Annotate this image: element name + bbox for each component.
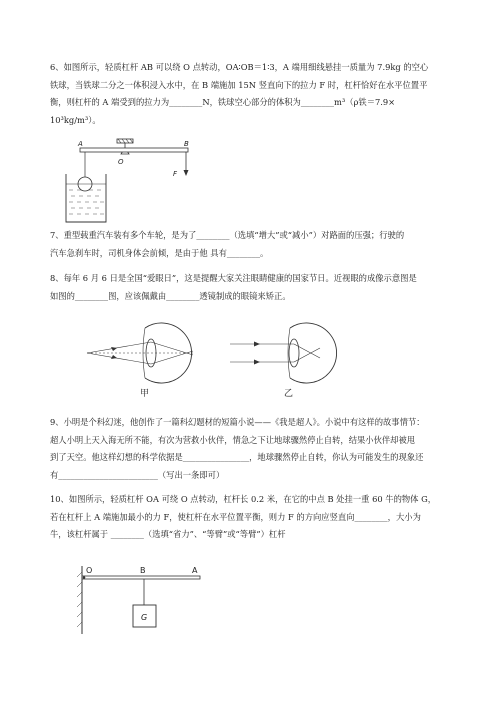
q6-lever-figure: [60, 136, 200, 231]
question-8: [50, 270, 465, 305]
q6-label-o: O: [118, 158, 124, 166]
q9-line-3: 到了天空。他这样幻想的科学依据是________________，地球骤然停止自转，你认为可能发生的现象还: [50, 452, 424, 462]
q8-label-yi: 乙: [284, 389, 294, 398]
q6-label-f: F: [173, 170, 178, 178]
q6-line-2: 铁球，当铁球二分之一体积浸入水中，在 B 端施加 15N 竖直向下的拉力 F 时，杠杆恰好在水平位置平: [50, 79, 428, 90]
q7-line-1: 7、重型载重汽车装有多个车轮，是为了________（选填“增大”或“减小”）对路面的压强；行驶的: [50, 230, 405, 240]
q10-lever-figure: [70, 560, 210, 660]
q6-label-b: B: [184, 140, 189, 148]
q6-line-4: 10³kg/m³）。: [50, 114, 101, 125]
q8-eye-figure-yi: [228, 318, 348, 398]
question-10: [50, 491, 465, 544]
q10-label-o: O: [86, 566, 93, 575]
q6-line-3: 衡，则杠杆的 A 端受到的拉力为________N，铁球空心部分的体积为________m³（ρ铁＝7.9×: [50, 97, 396, 107]
q10-label-g: G: [141, 613, 148, 622]
question-7: [50, 227, 465, 262]
q9-line-1: 9、小明是个科幻迷，他创作了一篇科幻题材的短篇小说——《我是超人》。小说中有这样的故事情节：: [50, 417, 425, 427]
q10-line-3: 牛，该杠杆属于 ________（选填“省力”、“等臂”或“等臂”）杠杆: [50, 529, 286, 539]
q8-label-jia: 甲: [140, 389, 150, 398]
q7-line-2: 汽车急刹车时，司机身体会前倾，是由于他 具有________。: [50, 247, 269, 258]
q10-label-a: A: [192, 566, 198, 575]
q6-line-1: 6、如图所示，轻质杠杆 AB 可以绕 O 点转动，OA∶OB＝1∶3，A 端用细线悬挂一质量为 7.9kg 的空心: [50, 62, 429, 72]
q9-line-2: 超人小明上天入海无所不能，有次为营救小伙伴，情急之下让地球骤然停止自转，结果小伙伴却被甩: [50, 434, 416, 445]
question-9: [50, 414, 465, 484]
question-6: [50, 59, 465, 129]
q10-line-1: 10、如图所示，轻质杠杆 OA 可绕 O 点转动，杠杆长 0.2 米，在它的中点 B 处挂一重 60 牛的物体 G，: [50, 494, 437, 504]
q8-line-1: 8、每年 6 月 6 日是全国“爱眼日”，这是提醒大家关注眼睛健康的国家节日。近视眼的成像示意图是: [50, 273, 417, 283]
q8-eye-figure-jia: [85, 318, 210, 398]
q8-line-2: 如图的________图，应该佩戴由________透镜制成的眼镜来矫正。: [50, 290, 291, 301]
q9-line-4: 有________________________（写出一条即可）: [50, 469, 225, 480]
q10-line-2: 若在杠杆上 A 端施加最小的力 F，使杠杆在水平位置平衡，则力 F 的方向应竖直向________，大小为: [50, 511, 421, 522]
q10-label-b: B: [140, 566, 146, 575]
q6-label-a: A: [78, 140, 83, 148]
